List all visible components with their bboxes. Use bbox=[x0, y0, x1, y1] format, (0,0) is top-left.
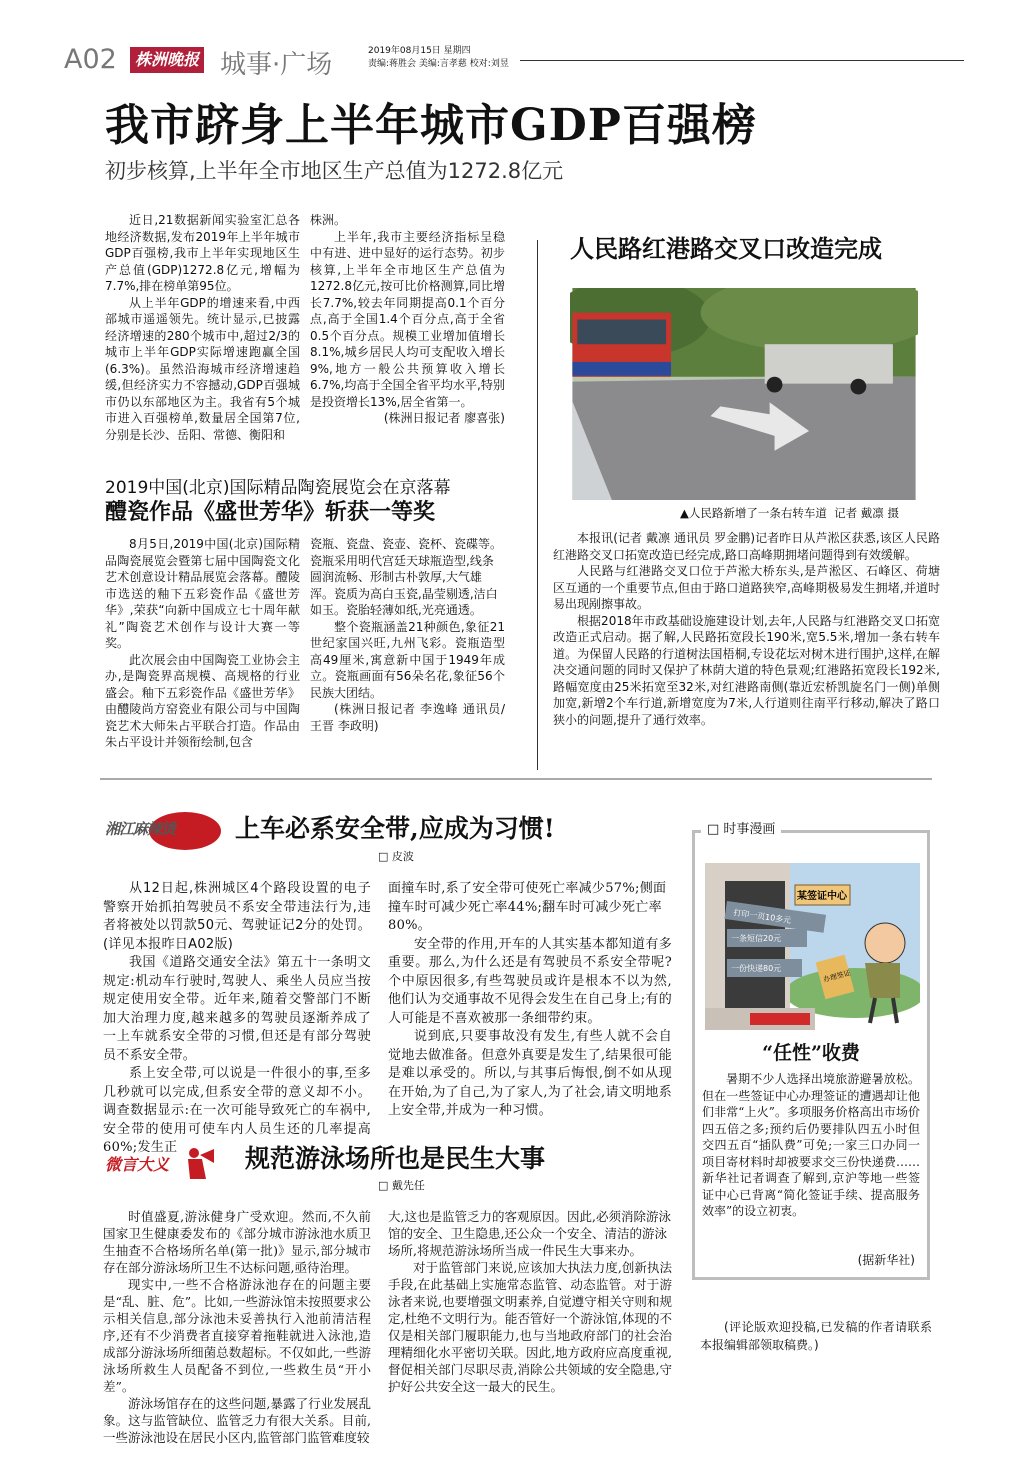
paragraph: 整个瓷瓶涵盖21种颜色,象征21世纪家国兴旺,九州飞彩。瓷瓶造型高49厘米,寓意新中国于1949年成立。瓷瓶画面有56朵名花,象征56个民族大团结。 bbox=[310, 619, 505, 700]
paragraph: 从12日起,株洲城区4个路段设置的电子警察开始抓拍驾驶员不系安全带违法行为,违者将被处以罚款50元、驾驶证记2分的处罚。(详见本报昨日A02版) bbox=[103, 881, 371, 952]
issue-date: 2019年08月15日 星期四 bbox=[368, 46, 471, 56]
logo-text: 微言大义 bbox=[105, 1155, 170, 1174]
truck bbox=[765, 344, 893, 383]
cartoon-body: 暑期不少人选择出境旅游避暑放松。但在一些签证中心办理签证的遭遇却让他们非常“上火”。多项服务价格高出市场价四五倍之多;预约后仍要排队四五小时但交四五百“插队费”可免;一家三口办同一项目寄材料时却被要求交三份快递费……新华社记者调查了解到,京沪等地一些签证中心已背离“简化签证手续、提高服务效率”的设立初衷。 bbox=[702, 1072, 920, 1218]
paragraph: 现实中,一些不合格游泳池存在的问题主要是“乱、脏、危”。比如,一些游泳馆未按照要求公示相关信息,部分泳池未妥善执行入池前清洁程序,还有不少消费者直接穿着拖鞋就进入泳池,造成部分游泳场所细菌总数超标。不仅如此,一些游泳场所救生人员配备不到位,一些救生员“开小差”。 bbox=[103, 1277, 371, 1394]
paragraph: 游泳场馆存在的这些问题,暴露了行业发展乱象。这与监管缺位、监管乏力有很大关系。目前,一些游泳池设在居民小区内,监管部门监管难度较 bbox=[103, 1396, 371, 1445]
paragraph: 8月5日,2019中国(北京)国际精品陶瓷展览会暨第七届中国陶瓷文化艺术创意设计精品展览会落幕。醴陵市选送的釉下五彩瓷作品《盛世芳华》,荣获“向新中国成立七十周年献礼”陶瓷艺术创作与设计大赛一等奖。 bbox=[105, 537, 300, 650]
paragraph: 我国《道路交通安全法》第五十一条明文规定:机动车行驶时,驾驶人、乘坐人员应当按规定使用安全带。近年来,随着交警部门不断加大治理力度,越来越多的驾驶员逐渐养成了一上车就系安全带的习惯,但还是有部分驾驶员不系安全带。 bbox=[103, 955, 371, 1063]
road-headline: 人民路红港路交叉口改造完成 bbox=[570, 234, 882, 263]
road-body bbox=[553, 530, 940, 728]
paragraph: 人民路与红港路交叉口位于芦淞大桥东头,是芦淞区、石峰区、荷塘区互通的一个重要节点,但由于路口道路狭窄,高峰期极易发生拥堵,并道时易出现剐擦事故。 bbox=[553, 564, 940, 611]
lead-headline: 我市跻身上半年城市GDP百强榜 bbox=[105, 100, 757, 151]
paragraph: 系上安全带,可以说是一件很小的事,至多几秒就可以完成,但系安全带的意义却不小。调查数据显示:在一次可能导致死亡的车祸中,安全带的使用可使车内人员生还的几率提高60%;发生正 bbox=[103, 1066, 371, 1155]
paragraph: 面撞车时,系了安全带可使死亡率减少57%;侧面撞车时可减少死亡率44%;翻车时可减少死亡率80%。 bbox=[388, 881, 667, 933]
cartoon-sign: 某签证中心 bbox=[797, 891, 847, 902]
masthead bbox=[60, 44, 965, 78]
footer-note: (评论版欢迎投稿,已发稿的作者请联系本报编辑部领取稿费。) bbox=[700, 1320, 932, 1352]
seatbelt-col1 bbox=[103, 880, 371, 1158]
lead-subhead: 初步核算,上半年全市地区生产总值为1272.8亿元 bbox=[105, 159, 564, 183]
seatbelt-headline: 上车必系安全带,应成为习惯! bbox=[235, 814, 555, 843]
road-photo bbox=[570, 288, 918, 500]
lead-col1 bbox=[105, 212, 300, 443]
paragraph: 上半年,我市主要经济指标呈稳中有进、进中显好的运行态势。初步核算,上半年全市地区生产总值为1272.8亿元,按可比价格测算,同比增长7.7%,较去年同期提高0.1个百分点,高于全国1.4个百分点,高于全省0.5个百分点。规模工业增加值增长8.1%,城乡居民人均可支配收入增长9%,地方一般公共预算收入增长6.7%,均高于全国全省平均水平,特别是投资增长13%,居全省第一。 bbox=[310, 229, 505, 409]
swimming-author: □ 戴先任 bbox=[378, 1179, 425, 1192]
editors: 责编:蒋胜会 美编:言孝慈 校对:刘昱 bbox=[368, 59, 509, 69]
column-logo-weiyan bbox=[105, 1145, 220, 1190]
swimming-col2 bbox=[388, 1208, 672, 1395]
cartoon-box-label: □ 时事漫画 bbox=[701, 821, 781, 839]
cartoon-illustration bbox=[705, 863, 920, 1030]
paragraph: 根据2018年市政基础设施建设计划,去年,人民路与红港路交叉口拓宽改造正式启动。据了解,人民路拓宽段长190米,宽5.5米,增加一条右转车道。为保留人民路的行道树法国梧桐,专设花坛对树木进行围护,这样,在解决交通问题的同时又保护了林荫大道的特色景观;红港路拓宽段长192米,路幅宽度由25米拓宽至32米,对红港路南侧(靠近宏桥凯旋名门一侧)单侧加宽,新增2个车行道,新增宽度为7米,人行道则往南平行移动,解决了路口狭小的问题,提升了通行效率。 bbox=[553, 613, 940, 727]
megaphone-person-icon bbox=[180, 1145, 220, 1190]
column-logo-xiangjiang bbox=[105, 810, 220, 855]
paragraph: 说到底,只要事故没有发生,有些人就不会自觉地去做准备。但意外真要是发生了,结果很可能是难以承受的。所以,与其事后悔恨,倒不如从现在开始,为了自己,为了家人,为了社会,请文明地系上安全带,并成为一种习惯。 bbox=[388, 1029, 672, 1118]
column-divider bbox=[537, 240, 538, 770]
logo-text: 湘江麻辣烫 bbox=[105, 820, 176, 838]
paragraph: 近日,21数据新闻实验室汇总各地经济数据,发布2019年上半年城市GDP百强榜,我市上半年实现地区生产总值(GDP)1272.8亿元,增幅为7.7%,排在榜单第95位。 bbox=[105, 213, 300, 293]
cartoon-box bbox=[692, 822, 930, 1280]
paragraph: 此次展会由中国陶瓷工业协会主办,是陶瓷界高规模、高规格的行业盛会。釉下五彩瓷作品《盛世芳华》由醴陵尚方窑瓷业有限公司与中国陶瓷艺术大师朱占平联合打造。作品由朱占平设计并领衔绘制,包含 bbox=[105, 652, 300, 749]
cartoon-sign-1: 打印一页10多元 bbox=[732, 908, 792, 926]
section-divider bbox=[100, 778, 932, 780]
cartoon-folder: 办理签证 bbox=[822, 968, 852, 984]
paragraph: 大,这也是监管乏力的客观原因。因此,必须消除游泳馆的安全、卫生隐患,还公众一个安全、清洁的游泳场所,将规范游泳场所当成一件民生大事来办。 bbox=[388, 1209, 671, 1258]
paragraph: 安全带的作用,开车的人其实基本都知道有多重要。那么,为什么还是有驾驶员不系安全带呢?个中原因很多,有些驾驶员或许是根本不以为然,他们认为交通事故不见得会发生在自己身上;有的人可能是不喜欢被那一条细带约束。 bbox=[388, 936, 672, 1026]
swimming-col1 bbox=[103, 1208, 371, 1446]
cartoon-title: “任性”收费 bbox=[762, 1042, 860, 1064]
cartoon-source: (据新华社) bbox=[857, 1253, 915, 1267]
byline: (株洲日报记者 廖喜张) bbox=[383, 411, 505, 425]
byline: (株洲日报记者 李逸峰 通讯员/王晋 李政明) bbox=[310, 702, 505, 733]
page-number: A02 bbox=[64, 44, 117, 75]
paragraph: 从上半年GDP的增速来看,中西部城市遥遥领先。统计显示,已披露经济增速的280个城市中,超过2/3的城市上半年GDP实际增速跑赢全国(6.3%)。虽然沿海城市经济增速趋缓,但经济实力不容撼动,GDP百强城市仍以东部地区为主。我省有5个城市进入百强榜单,数量居全国第7位,分别是长沙、岳阳、常德、衡阳和 bbox=[105, 295, 300, 442]
paragraph: 对于监管部门来说,应该加大执法力度,创新执法手段,在此基础上实施常态监管、动态监管。对于游泳者来说,也要增强文明素养,自觉遵守相关守则和规定,杜绝不文明行为。能否管好一个游泳馆,体现的不仅是相关部门履职能力,也与当地政府部门的社会治理精细化水平密切关联。因此,地方政府应高度重视,督促相关部门尽职尽责,消除公共领域的安全隐患,守护好公共安全这一最大的民生。 bbox=[388, 1260, 672, 1394]
paper-logo: 株洲晚报 bbox=[130, 47, 204, 73]
paragraph: 瓷瓶、瓷盘、瓷壶、瓷杯、瓷碟等。瓷瓶采用明代宫廷天球瓶造型,线条圆润流畅、形制古朴敦厚,大气雄浑。瓷质为高白玉瓷,晶莹剔透,洁白如玉。瓷胎轻薄如纸,光亮通透。 bbox=[310, 537, 503, 617]
paragraph: 株洲。 bbox=[310, 213, 347, 227]
photo-caption: ▲人民路新增了一条右转车道 记者 戴凛 摄 bbox=[680, 506, 899, 520]
paragraph: 本报讯(记者 戴凛 通讯员 罗金鹏)记者昨日从芦淞区获悉,该区人民路红港路交叉口拓宽改造已经完成,路口高峰期拥堵问题得到有效缓解。 bbox=[553, 531, 940, 562]
ceramics-col2 bbox=[310, 536, 505, 734]
masthead-rule bbox=[520, 60, 964, 61]
seatbelt-col2 bbox=[388, 880, 672, 1121]
section-title: 城事·广场 bbox=[220, 50, 333, 80]
cartoon-sign-2: 一条短信20元 bbox=[731, 934, 782, 943]
ceramics-kicker: 2019中国(北京)国际精品陶瓷展览会在京落幕 bbox=[105, 478, 451, 498]
seatbelt-author: □ 皮波 bbox=[378, 850, 414, 863]
lead-col2 bbox=[310, 212, 505, 427]
swimming-headline: 规范游泳场所也是民生大事 bbox=[245, 1144, 546, 1173]
cartoon-sign-3: 一份快递80元 bbox=[731, 964, 782, 973]
ceramics-headline: 醴瓷作品《盛世芳华》斩获一等奖 bbox=[105, 499, 436, 525]
paragraph: 时值盛夏,游泳健身广受欢迎。然而,不久前国家卫生健康委发布的《部分城市游泳池水质卫生抽查不合格场所名单(第一批)》显示,部分城市存在部分游泳场所卫生不达标问题,亟待治理。 bbox=[103, 1209, 371, 1275]
ceramics-col1 bbox=[105, 536, 300, 751]
